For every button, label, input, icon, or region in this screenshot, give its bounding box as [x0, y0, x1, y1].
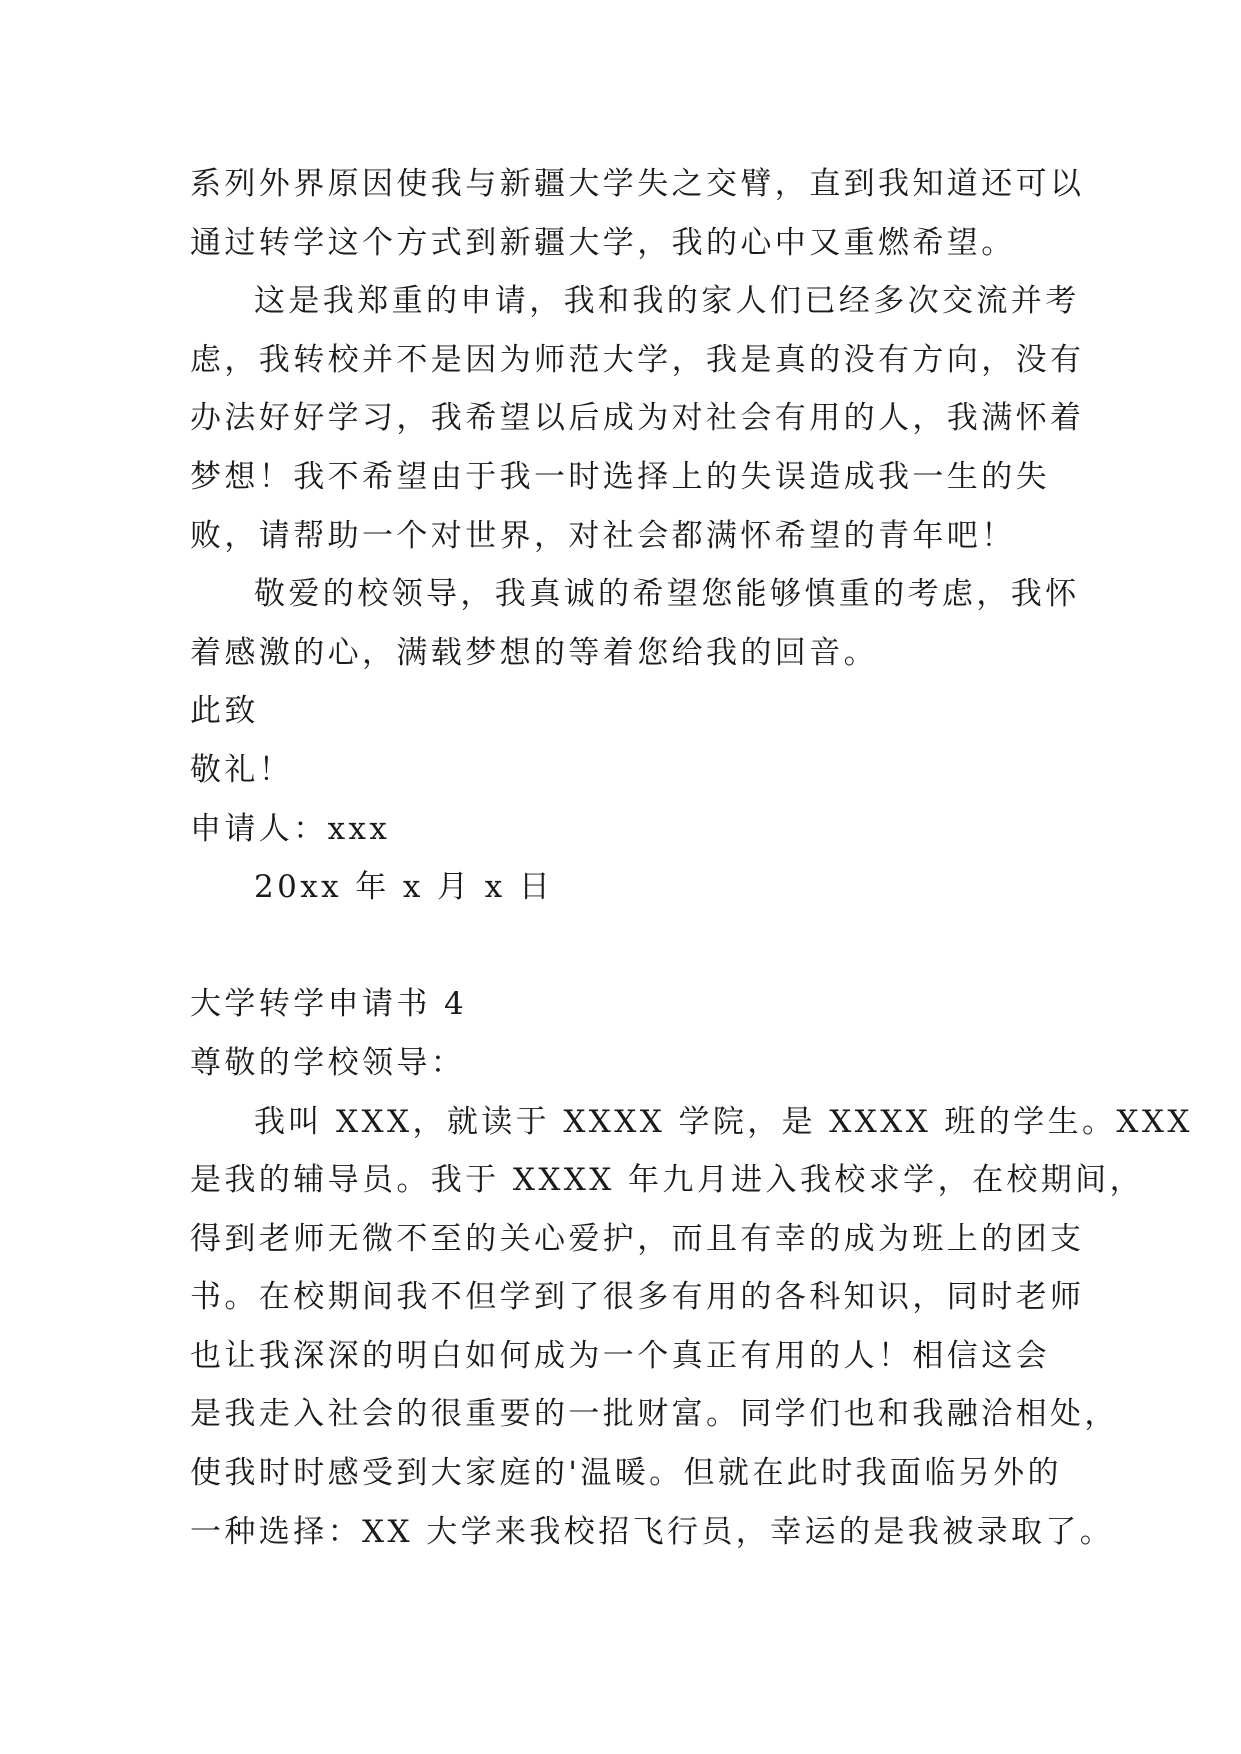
text-line: 虑，我转校并不是因为师范大学，我是真的没有方向，没有: [190, 341, 1085, 378]
text-line: 书。在校期间我不但学到了很多有用的各科知识，同时老师: [190, 1279, 1085, 1316]
text-line: 得到老师无微不至的关心爱护，而且有幸的成为班上的团支: [190, 1220, 1085, 1257]
text-line: 是我的辅导员。我于 XXXX 年九月进入我校求学，在校期间，: [190, 1162, 1144, 1199]
closing-salute: 敬礼！: [190, 751, 294, 788]
paragraph-first-line: 这是我郑重的申请，我和我的家人们已经多次交流并考: [254, 283, 1080, 320]
section-title: 大学转学申请书 4: [190, 986, 468, 1023]
document-body: [190, 155, 1193, 1561]
section-gap: [190, 917, 1070, 976]
text-line: 系列外界原因使我与新疆大学失之交臂，直到我知道还可以: [190, 166, 1085, 202]
text-line: 着感激的心，满载梦想的等着您给我的回音。: [190, 634, 878, 671]
text-line: 也让我深深的明白如何成为一个真正有用的人！相信这会: [190, 1337, 1050, 1374]
text-line: 通过转学这个方式到新疆大学，我的心中又重燃希望。: [190, 224, 1016, 261]
paragraph-first-line: 我叫 XXX，就读于 XXXX 学院，是 XXXX 班的学生。XXX: [254, 1103, 1193, 1140]
closing-line: 此致: [190, 693, 259, 730]
applicant-line: 申请人：xxx: [190, 810, 391, 847]
text-line: 办法好好学习，我希望以后成为对社会有用的人，我满怀着: [190, 400, 1085, 437]
paragraph-first-line: 敬爱的校领导，我真诚的希望您能够慎重的考虑，我怀: [254, 576, 1080, 613]
text-line: 是我走入社会的很重要的一批财富。同学们也和我融洽相处，: [190, 1396, 1119, 1433]
text-line: 梦想！我不希望由于我一时选择上的失误造成我一生的失: [190, 458, 1050, 495]
text-line: 败，请帮助一个对世界，对社会都满怀希望的青年吧！: [190, 517, 1016, 554]
date-line: 20xx 年 x 月 x 日: [254, 869, 554, 906]
text-line: 使我时时感受到大家庭的'温暖。但就在此时我面临另外的: [190, 1455, 1062, 1492]
salutation: 尊敬的学校领导：: [190, 1044, 466, 1081]
text-line: 一种选择：XX 大学来我校招飞行员，幸运的是我被录取了。: [190, 1513, 1115, 1550]
